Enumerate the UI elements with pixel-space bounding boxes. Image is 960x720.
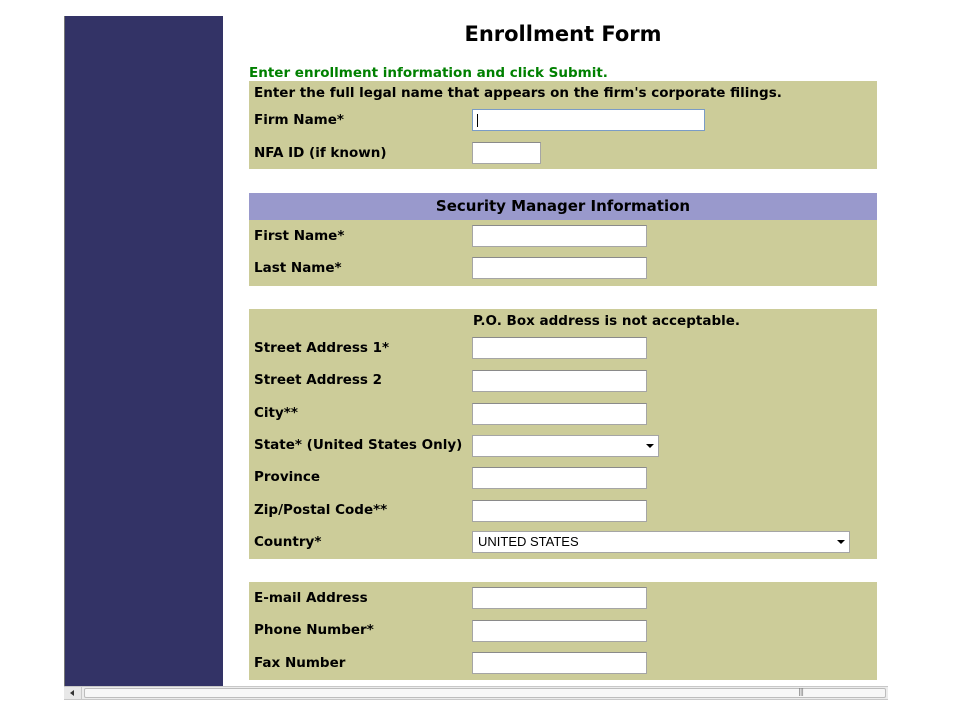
fax-label: Fax Number [254,655,346,671]
firm-panel [249,81,877,169]
phone-label: Phone Number* [254,622,374,638]
po-box-note: P.O. Box address is not acceptable. [473,313,741,329]
street1-input[interactable] [472,337,647,359]
phone-input[interactable] [472,620,647,642]
province-label: Province [254,469,321,485]
security-manager-panel [249,193,877,286]
last-name-label: Last Name* [254,260,342,276]
fax-input[interactable] [472,652,647,674]
nfa-id-label: NFA ID (if known) [254,145,387,161]
chevron-down-icon [837,540,845,544]
country-select[interactable] [472,531,850,553]
contact-panel [249,582,877,680]
zip-input[interactable] [472,500,647,522]
scrollbar-thumb[interactable] [84,688,886,698]
zip-label: Zip/Postal Code** [254,502,388,518]
street1-label: Street Address 1* [254,340,390,356]
state-label: State* (United States Only) [254,437,463,453]
street2-input[interactable] [472,370,647,392]
country-label: Country* [254,534,322,550]
email-label: E-mail Address [254,590,368,606]
province-input[interactable] [472,467,647,489]
instruction-text: Enter enrollment information and click Submit. [249,65,608,81]
email-input[interactable] [472,587,647,609]
last-name-input[interactable] [472,257,647,279]
street2-label: Street Address 2 [254,372,383,388]
scrollbar-grip: ||| [798,687,804,696]
nfa-id-input[interactable] [472,142,541,164]
page-title: Enrollment Form [464,22,662,46]
firm-name-note: Enter the full legal name that appears on the firm's corporate filings. [254,85,782,101]
security-manager-header: Security Manager Information [249,193,877,220]
city-label: City** [254,405,298,421]
firm-name-input[interactable] [472,109,705,131]
country-select-value: UNITED STATES [478,534,579,549]
first-name-label: First Name* [254,228,345,244]
arrow-left-icon[interactable] [64,687,82,699]
firm-name-label: Firm Name* [254,112,344,128]
left-sidebar [64,16,223,686]
city-input[interactable] [472,403,647,425]
first-name-input[interactable] [472,225,647,247]
horizontal-scrollbar[interactable] [64,686,888,700]
text-caret [477,114,478,127]
chevron-down-icon [646,444,654,448]
state-select[interactable] [472,435,659,457]
address-panel [249,309,877,559]
